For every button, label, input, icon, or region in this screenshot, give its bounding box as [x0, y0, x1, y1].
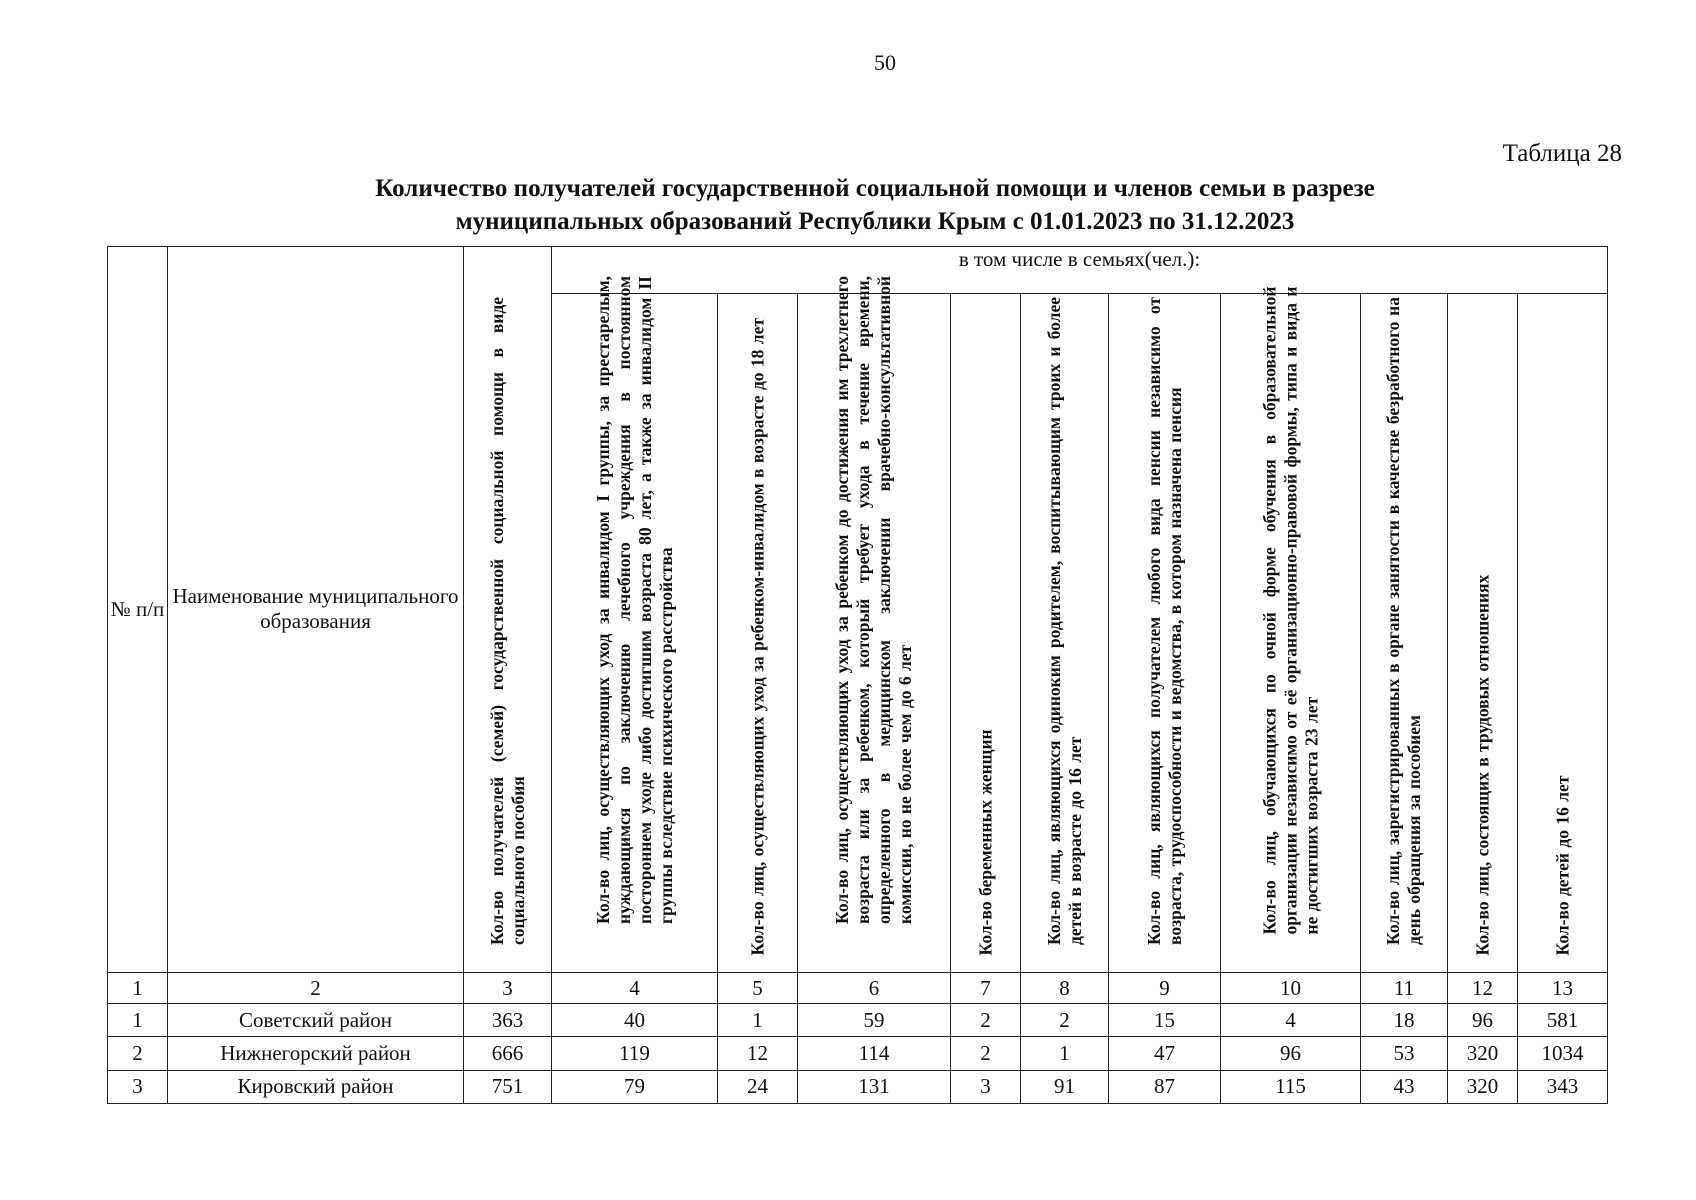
column-number: 3: [464, 972, 552, 1003]
column-number: 8: [1021, 972, 1109, 1003]
table-row: [108, 1070, 1608, 1103]
cell-value: 363: [464, 1004, 552, 1037]
header-sub-6-text: Кол-во лиц, являющихся получателем любого вида пенсии независимо от возраста, трудоспособности и ведомства, в котором назначена пенсия: [1143, 296, 1185, 945]
header-sub-1: [552, 275, 718, 973]
cell-value: 320: [1448, 1037, 1518, 1070]
header-sub-5: [1021, 294, 1109, 973]
header-sub-1-text: Кол-во лиц, осуществляющих уход за инвалидом I группы, за престарелым, нуждающимся по заключению лечебного учреждения в постоянном постороннем уходе либо достигшим возраста 80 лет, а также за инвалидом II группы вследствие психического расстройства: [592, 275, 676, 924]
recipients-table: [107, 246, 1608, 1104]
cell-value: 91: [1021, 1070, 1109, 1103]
header-sub-9: [1448, 294, 1518, 973]
header-sub-6: [1109, 294, 1221, 973]
header-sub-7: [1221, 286, 1361, 973]
page-number: 50: [874, 50, 896, 75]
cell-value: 115: [1221, 1070, 1361, 1103]
column-number: 6: [798, 972, 951, 1003]
cell-value: 87: [1109, 1070, 1221, 1103]
header-sub-2-text: Кол-во лиц, осуществляющих уход за ребенком-инвалидом в возрасте до 18 лет: [747, 317, 767, 956]
column-number: 2: [168, 972, 464, 1003]
column-number: 10: [1221, 972, 1361, 1003]
cell-value: 12: [718, 1037, 798, 1070]
cell-value: 40: [552, 1004, 718, 1037]
header-number: № п/п: [108, 247, 168, 973]
column-number: 5: [718, 972, 798, 1003]
cell-value: 4: [1221, 1004, 1361, 1037]
cell-municipality: Нижнегорский район: [168, 1037, 464, 1070]
header-sub-10: [1518, 294, 1608, 973]
cell-value: 581: [1518, 1004, 1608, 1037]
cell-municipality: Кировский район: [168, 1070, 464, 1103]
cell-value: 15: [1109, 1004, 1221, 1037]
header-municipality-name: Наименование муниципального образования: [168, 247, 464, 973]
header-sub-10-text: Кол-во детей до 16 лет: [1552, 775, 1573, 956]
header-sub-8: [1361, 294, 1448, 973]
cell-value: 131: [798, 1070, 951, 1103]
cell-municipality: Советский район: [168, 1004, 464, 1037]
header-recipients-count: [464, 247, 552, 973]
cell-value: 320: [1448, 1070, 1518, 1103]
header-sub-7-text: Кол-во лиц, обучающихся по очной форме обучения в образовательной организации независимо от её организационно-правовой формы, типа и вида и не достигших возраста 23 лет: [1259, 286, 1321, 935]
cell-number: 3: [108, 1070, 168, 1103]
header-sub-2: [718, 294, 798, 973]
table-number: Таблица 28: [1502, 140, 1622, 167]
cell-value: 47: [1109, 1037, 1221, 1070]
cell-value: 1034: [1518, 1037, 1608, 1070]
cell-value: 96: [1448, 1004, 1518, 1037]
cell-value: 43: [1361, 1070, 1448, 1103]
cell-value: 18: [1361, 1004, 1448, 1037]
cell-number: 2: [108, 1037, 168, 1070]
cell-value: 343: [1518, 1070, 1608, 1103]
header-group-in-families: в том числе в семьях(чел.):: [552, 247, 1608, 294]
column-number: 9: [1109, 972, 1221, 1003]
cell-value: 751: [464, 1070, 552, 1103]
cell-value: 79: [552, 1070, 718, 1103]
cell-value: 59: [798, 1004, 951, 1037]
cell-value: 3: [951, 1070, 1021, 1103]
cell-value: 114: [798, 1037, 951, 1070]
header-sub-4: [951, 294, 1021, 973]
cell-value: 96: [1221, 1037, 1361, 1070]
column-numbers-row: [108, 972, 1608, 1003]
table-row: [108, 1004, 1608, 1037]
header-sub-9-text: Кол-во лиц, состоящих в трудовых отношениях: [1472, 574, 1492, 956]
column-number: 4: [552, 972, 718, 1003]
cell-value: 2: [1021, 1004, 1109, 1037]
title-line-2: муниципальных образований Республики Крым с 01.01.2023 по 31.12.2023: [455, 208, 1295, 235]
header-recipients-text: Кол-во получателей (семей) государственной социальной помощи в виде социального пособия: [486, 296, 528, 945]
cell-value: 2: [951, 1004, 1021, 1037]
table-row: [108, 1037, 1608, 1070]
document-title: [160, 172, 1590, 238]
header-sub-3-text: Кол-во лиц, осуществляющих уход за ребенком до достижения им трехлетнего возраста или за ребенком, который требует ухода в течение времени, определенного в медицинском заключении врачебно-консультативной комиссии, но не более чем до 6 лет: [832, 275, 915, 924]
cell-value: 1: [1021, 1037, 1109, 1070]
column-number: 12: [1448, 972, 1518, 1003]
column-number: 13: [1518, 972, 1608, 1003]
header-sub-3: [798, 275, 951, 973]
header-sub-5-text: Кол-во лиц, являющихся одиноким родителем, воспитывающим троих и более детей в возрасте до 16 лет: [1043, 296, 1085, 945]
cell-value: 2: [951, 1037, 1021, 1070]
cell-value: 24: [718, 1070, 798, 1103]
cell-value: 53: [1361, 1037, 1448, 1070]
cell-value: 1: [718, 1004, 798, 1037]
cell-value: 666: [464, 1037, 552, 1070]
column-number: 1: [108, 972, 168, 1003]
header-sub-8-text: Кол-во лиц, зарегистрированных в органе занятости в качестве безработного на день обращения за пособием: [1383, 296, 1424, 945]
header-sub-4-text: Кол-во беременных женщин: [975, 729, 995, 956]
cell-number: 1: [108, 1004, 168, 1037]
title-line-1: Количество получателей государственной социальной помощи и членов семьи в разрезе: [375, 175, 1375, 202]
column-number: 7: [951, 972, 1021, 1003]
cell-value: 119: [552, 1037, 718, 1070]
column-number: 11: [1361, 972, 1448, 1003]
